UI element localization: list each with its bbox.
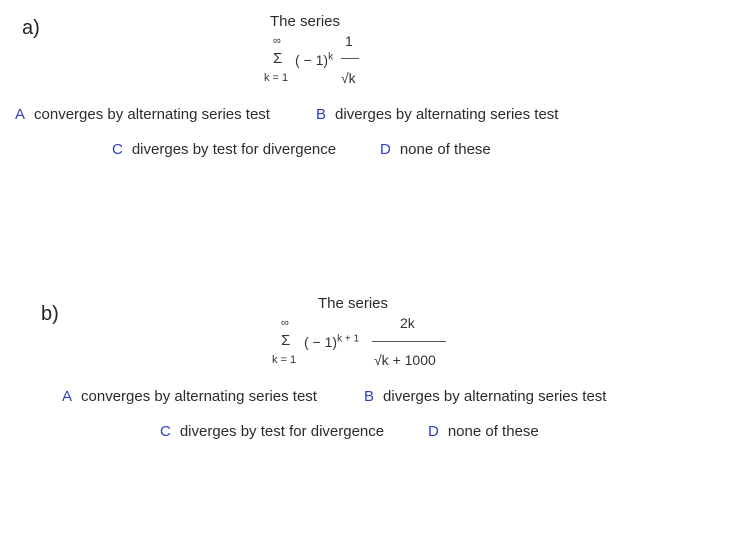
option-text: converges by alternating series test bbox=[81, 388, 317, 405]
infinity-symbol: ∞ bbox=[273, 35, 281, 47]
option-letter: B bbox=[364, 388, 375, 405]
question-a-heading: The series bbox=[270, 13, 341, 30]
sigma-symbol: Σ bbox=[281, 332, 291, 349]
option-letter: C bbox=[160, 423, 171, 440]
lower-index: k = 1 bbox=[264, 72, 289, 84]
option-letter: C bbox=[112, 141, 123, 158]
term-exponent: k + 1 bbox=[337, 333, 360, 345]
question-a-option-a[interactable] bbox=[15, 106, 270, 123]
question-b-option-c[interactable] bbox=[160, 423, 384, 440]
question-b-option-a[interactable] bbox=[62, 388, 317, 405]
fraction-bar bbox=[372, 341, 446, 342]
question-a-label: a) bbox=[22, 17, 40, 39]
question-b-option-d[interactable] bbox=[428, 423, 539, 440]
option-letter: D bbox=[428, 423, 439, 440]
question-a-option-c[interactable] bbox=[112, 141, 336, 158]
question-a-option-b[interactable] bbox=[316, 106, 558, 123]
option-text: diverges by test for divergence bbox=[131, 141, 337, 158]
question-b-heading: The series bbox=[318, 295, 389, 312]
option-text: diverges by test for divergence bbox=[179, 423, 385, 440]
option-text: diverges by alternating series test bbox=[335, 106, 559, 123]
lower-index: k = 1 bbox=[272, 354, 297, 366]
term-base: ( − 1) bbox=[295, 52, 329, 68]
sigma-symbol: Σ bbox=[273, 50, 283, 67]
question-a-option-d[interactable] bbox=[380, 141, 491, 158]
fraction-denominator: √k bbox=[341, 70, 356, 86]
alternating-term bbox=[304, 334, 359, 350]
infinity-symbol: ∞ bbox=[281, 317, 289, 329]
option-text: converges by alternating series test bbox=[34, 106, 270, 123]
fraction-bar bbox=[341, 58, 359, 59]
term-exponent: k bbox=[328, 51, 334, 63]
fraction-numerator: 2k bbox=[400, 315, 415, 331]
option-text: none of these bbox=[399, 141, 491, 158]
question-b-option-b[interactable] bbox=[364, 388, 606, 405]
option-letter: A bbox=[15, 106, 26, 123]
question-b-label: b) bbox=[41, 303, 59, 325]
alternating-term bbox=[295, 52, 333, 68]
fraction-denominator: √k + 1000 bbox=[374, 352, 436, 368]
option-letter: D bbox=[380, 141, 391, 158]
option-letter: B bbox=[316, 106, 327, 123]
option-text: none of these bbox=[447, 423, 539, 440]
option-text: diverges by alternating series test bbox=[383, 388, 607, 405]
term-base: ( − 1) bbox=[304, 334, 338, 350]
fraction-numerator: 1 bbox=[345, 33, 353, 49]
option-letter: A bbox=[62, 388, 73, 405]
